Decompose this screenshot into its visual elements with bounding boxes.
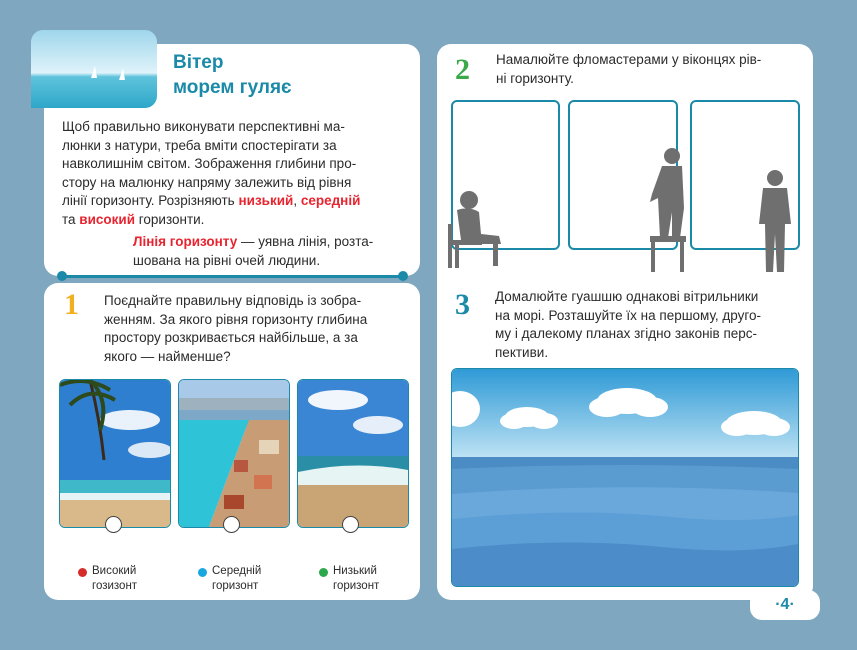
intro-paragraph — [62, 118, 406, 229]
task1-line: якого — найменше? — [104, 348, 231, 364]
intro-line — [62, 192, 406, 211]
task1-line: простору розкривається найбільше, а за — [104, 330, 358, 345]
title-line-2: морем гуляє — [173, 77, 292, 98]
intro-line: Щоб правильно виконувати перспективні ма- — [62, 119, 345, 134]
intro-text: лінії горизонту. Розрізняють — [62, 193, 239, 208]
legend-label: горизонт — [212, 580, 259, 592]
task3-text — [495, 288, 795, 362]
intro-line — [62, 211, 406, 230]
sea-thumbnail-image — [31, 30, 157, 108]
high-horizon-term: високий — [79, 211, 136, 227]
answer-circle-1[interactable] — [105, 516, 122, 533]
intro-line: стору на малюнку напряму залежить від рівня — [62, 174, 352, 190]
definition-line: шована на рівні очей людини. — [133, 252, 321, 268]
task3-number: 3 — [455, 288, 470, 321]
standing-on-chair-silhouette — [642, 146, 690, 274]
wave-shore-photo — [297, 379, 409, 528]
legend-low — [333, 564, 379, 594]
intro-line: навколишнім світом. Зображення глибини про- — [62, 156, 357, 171]
standing-person-silhouette — [755, 168, 795, 272]
definition-line — [133, 233, 405, 252]
legend-dot-low — [319, 568, 328, 577]
intro-line: люнки з натури, треба вміти спостерігати за — [62, 137, 337, 153]
divider-dot — [57, 271, 67, 281]
task3-line: на морі. Розташуйте їх на першому, друго- — [495, 307, 761, 323]
intro-text: горизонти. — [135, 211, 205, 227]
task1-number: 1 — [64, 288, 79, 321]
task2-text — [496, 51, 796, 88]
answer-circle-2[interactable] — [223, 516, 240, 533]
beach-palm-photo — [59, 379, 171, 528]
middle-horizon-term: середній — [300, 193, 361, 208]
legend-dot-high — [78, 568, 87, 577]
page-number: ·4· — [750, 590, 820, 620]
legend-middle — [212, 564, 261, 594]
sea-drawing-canvas[interactable] — [451, 368, 799, 587]
task3-line: му і далекому планах згідно законів перс- — [495, 326, 758, 341]
definition — [133, 233, 405, 270]
legend-high — [92, 564, 137, 594]
task2-line: Намалюйте фломастерами у віконцях рів- — [496, 52, 762, 67]
low-horizon-term: низький — [238, 193, 294, 208]
divider-dot — [398, 271, 408, 281]
task3-line: пективи. — [495, 344, 549, 360]
lesson-title — [173, 50, 292, 100]
answer-circle-3[interactable] — [342, 516, 359, 533]
task2-number: 2 — [455, 53, 470, 86]
task1-line: женням. За якого рівня горизонту глибина — [104, 311, 368, 327]
seated-person-silhouette — [447, 188, 507, 270]
task2-line: ні горизонту. — [496, 70, 574, 86]
legend-label: Високий — [92, 565, 137, 577]
definition-text: — уявна лінія, розта- — [237, 234, 374, 249]
comma: , — [293, 193, 301, 208]
intro-text: та — [62, 211, 80, 227]
city-coast-photo — [178, 379, 290, 528]
legend-label: горизонт — [333, 580, 380, 592]
task1-text — [104, 292, 404, 366]
definition-term: Лінія горизонту — [133, 234, 238, 249]
legend-label: Низький — [333, 565, 377, 577]
divider-line — [62, 275, 404, 278]
legend-label: гозизонт — [92, 580, 138, 592]
task3-line: Домалюйте гуашшю однакові вітрильники — [495, 289, 759, 304]
legend-dot-middle — [198, 568, 207, 577]
task1-line: Поєднайте правильну відповідь із зобра- — [104, 293, 362, 308]
legend-label: Середній — [212, 565, 262, 577]
title-line-1: Вітер — [173, 52, 224, 73]
